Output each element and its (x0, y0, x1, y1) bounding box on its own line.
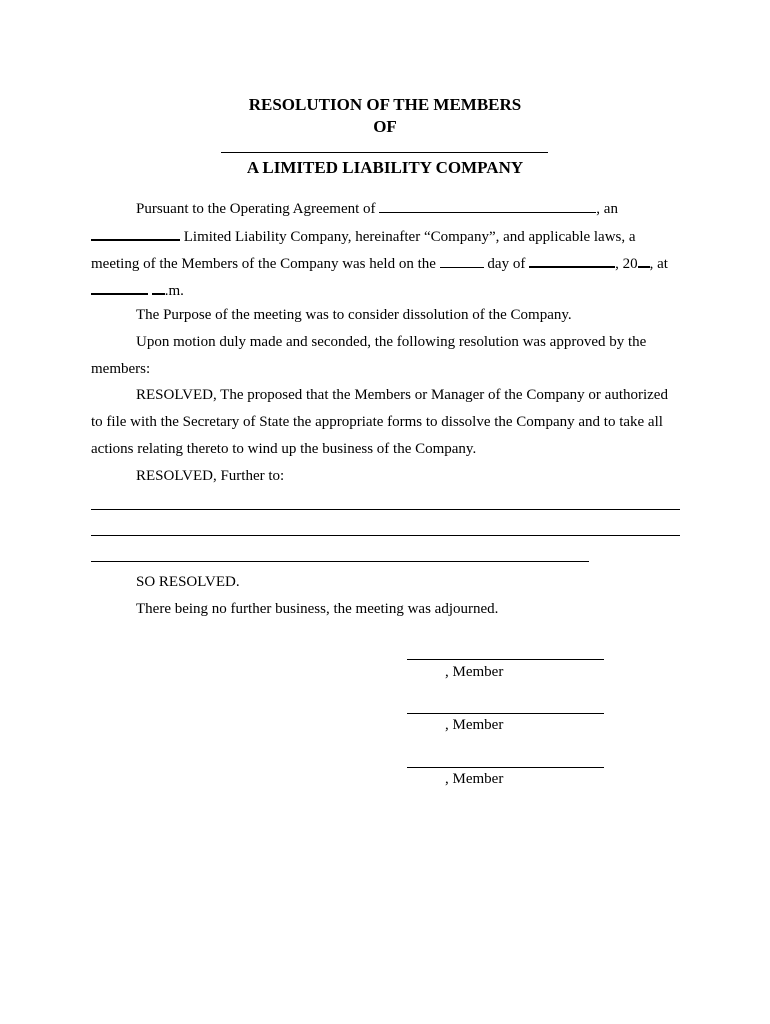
company-name-blank[interactable] (221, 152, 548, 153)
month-blank[interactable] (529, 253, 615, 268)
p1-text-c: Limited Liability Company, hereinafter “Company”, and applicable laws, a (183, 229, 636, 245)
am-pm-blank[interactable] (152, 280, 165, 295)
purpose-paragraph: The Purpose of the meeting was to consider dissolution of the Company. (136, 307, 572, 323)
time-blank[interactable] (91, 280, 148, 295)
operating-agreement-company-blank[interactable] (379, 199, 596, 213)
signature-line-2[interactable] (407, 713, 604, 714)
motion-line-2: members: (91, 361, 151, 377)
further-blank-line-2[interactable] (91, 535, 680, 536)
title-line-1: RESOLUTION OF THE MEMBERS (248, 95, 522, 114)
resolved-line-2: to file with the Secretary of State the appropriate forms to dissolve the Company and to take all (91, 414, 663, 430)
title-line-2: OF (373, 117, 397, 136)
p1-text-f: , 20 (615, 256, 638, 272)
so-resolved-text: SO RESOLVED. (136, 574, 240, 590)
state-line (91, 226, 636, 246)
p1-text-a: Pursuant to the Operating Agreement of (136, 201, 376, 217)
further-blank-line-1[interactable] (91, 509, 680, 510)
resolved-line-1: RESOLVED, The proposed that the Members or Manager of the Company or authorized (136, 387, 668, 403)
signature-line-3[interactable] (407, 767, 604, 768)
meeting-date-line (91, 253, 668, 273)
title-line-3: A LIMITED LIABILITY COMPANY (246, 158, 524, 177)
day-blank[interactable] (440, 254, 484, 268)
resolved-line-3: actions relating thereto to wind up the business of the Company. (91, 441, 477, 457)
p1-text-d: meeting of the Members of the Company was held on the (91, 256, 436, 272)
signature-line-1[interactable] (407, 659, 604, 660)
state-blank[interactable] (91, 226, 180, 241)
p1-text-g: , at (649, 256, 668, 272)
member-label-2: , Member (445, 717, 504, 733)
p1-text-e: day of (487, 256, 526, 272)
member-label-1: , Member (445, 664, 504, 680)
member-label-3: , Member (445, 771, 504, 787)
motion-line-1: Upon motion duly made and seconded, the following resolution was approved by the (136, 334, 647, 350)
meeting-time-line (91, 280, 184, 300)
adjourned-text: There being no further business, the meeting was adjourned. (136, 601, 499, 617)
resolved-further-label: RESOLVED, Further to: (136, 468, 285, 484)
further-blank-line-3[interactable] (91, 561, 589, 562)
operating-agreement-line (136, 199, 618, 218)
p1-text-b: , an (596, 201, 618, 217)
p1-text-h: .m. (164, 283, 184, 299)
year-blank[interactable] (638, 253, 650, 268)
